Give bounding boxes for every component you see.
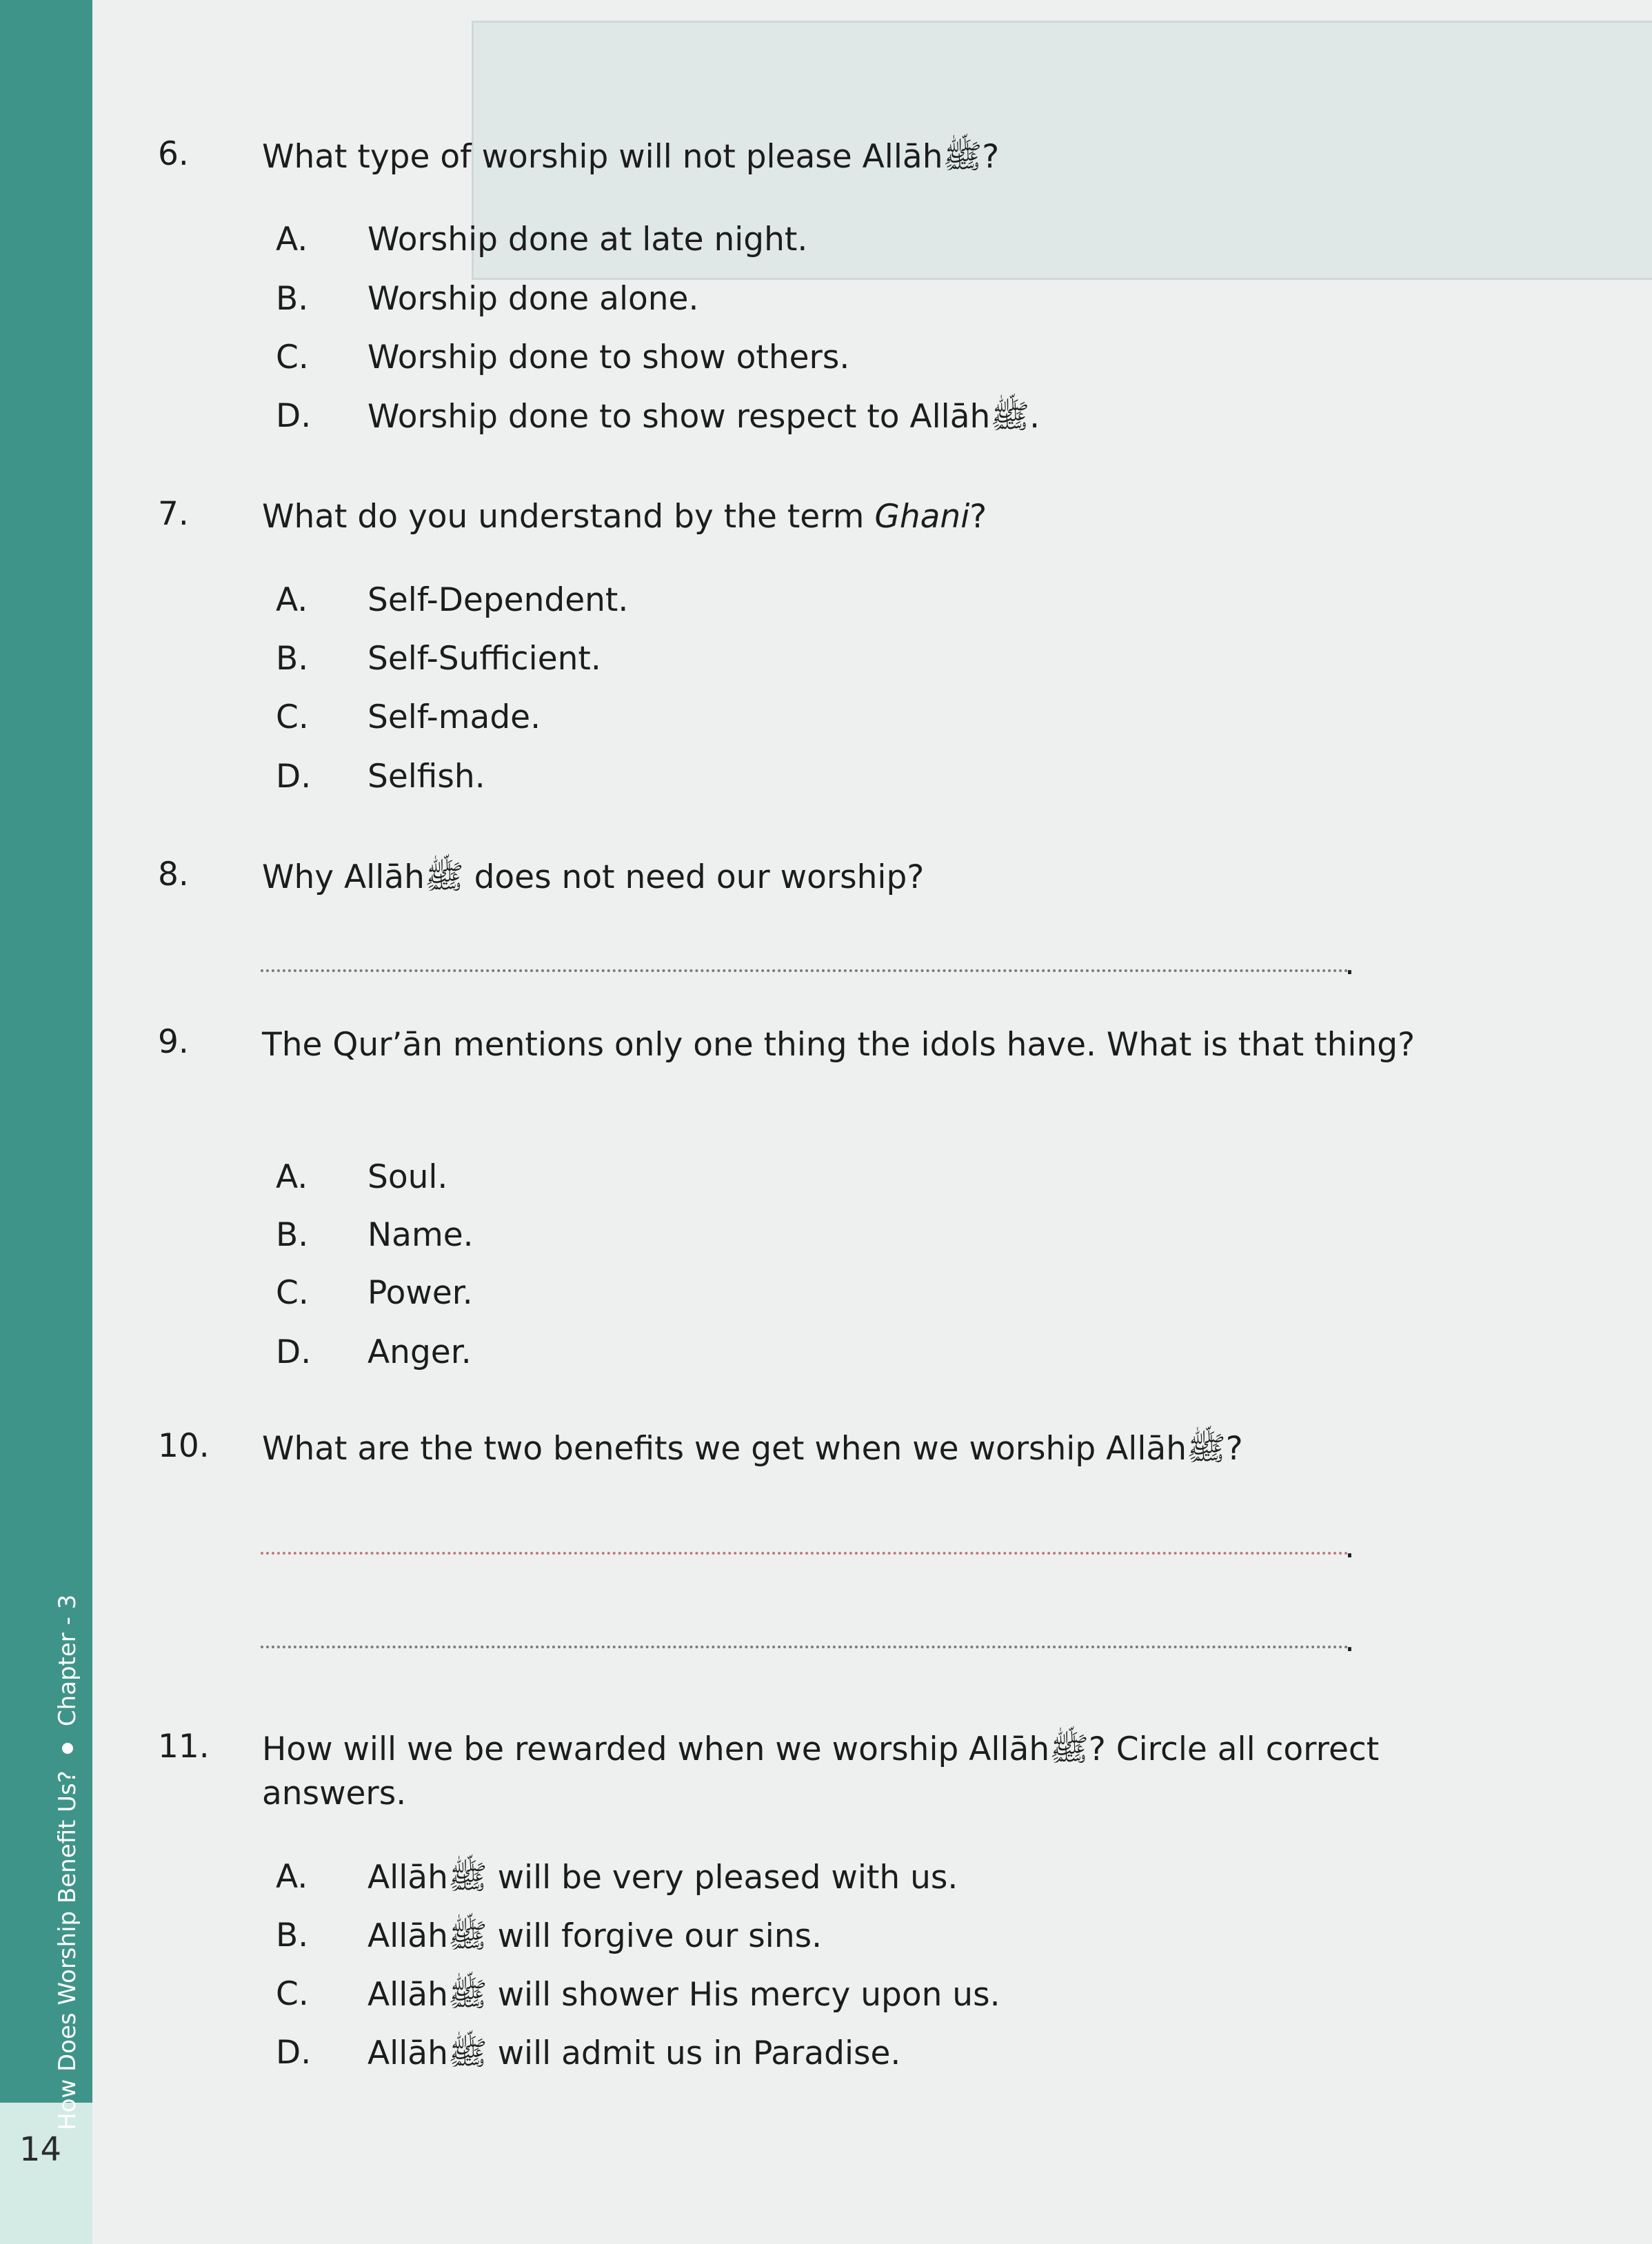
- option-text: Allāhﷺ will shower His mercy upon us.: [367, 1976, 1000, 2014]
- option-letter: B.: [276, 1216, 309, 1254]
- question-text: Why Allāhﷺ does not need our worship?: [262, 858, 925, 896]
- option-text: Worship done alone.: [367, 280, 699, 318]
- option-letter: D.: [276, 397, 312, 435]
- question-text: The Qur’ān mentions only one thing the idols have. What is that thing?: [262, 1026, 1416, 1064]
- question-text: How will we be rewarded when we worship Allāhﷺ? Circle all correct answers.: [262, 1730, 1380, 1812]
- option-letter: C.: [276, 1975, 309, 2013]
- question-text: What are the two benefits we get when we worship Allāhﷺ?: [262, 1430, 1243, 1468]
- option-text: Allāhﷺ will forgive our sins.: [367, 1917, 823, 1955]
- answer-line[interactable]: [261, 1552, 1349, 1555]
- option-letter: C.: [276, 1274, 309, 1312]
- answer-line[interactable]: [261, 1646, 1349, 1648]
- option-text: Name.: [367, 1216, 474, 1254]
- option-letter: C.: [276, 338, 309, 376]
- bullet-dot-icon: [62, 1743, 73, 1754]
- option-text: Selfish.: [367, 758, 485, 796]
- option-letter: B.: [276, 640, 309, 678]
- question-number: 8.: [158, 856, 189, 893]
- question-number: 11.: [158, 1728, 210, 1766]
- question-number: 9.: [158, 1023, 189, 1061]
- page-number: 14: [19, 2130, 62, 2169]
- option-letter: D.: [276, 2034, 312, 2072]
- question-text: What type of worship will not please Allāhﷺ?: [262, 138, 1000, 176]
- option-letter: B.: [276, 1917, 309, 1954]
- option-text: Worship done to show others.: [367, 338, 850, 376]
- answer-period: .: [1344, 1528, 1355, 1566]
- option-text: Self-Sufficient.: [367, 640, 601, 678]
- option-letter: D.: [276, 758, 312, 796]
- option-text: Worship done at late night.: [367, 221, 808, 259]
- option-letter: B.: [276, 280, 309, 318]
- question-number: 10.: [158, 1427, 210, 1465]
- option-text: Self-Dependent.: [367, 581, 629, 619]
- option-letter: D.: [276, 1333, 312, 1371]
- question-text: What do you understand by the term Ghani?: [262, 498, 987, 536]
- question-number: 7.: [158, 495, 189, 533]
- reverse-page-bleed: [92, 0, 1652, 2244]
- option-letter: C.: [276, 698, 309, 736]
- option-letter: A.: [276, 1158, 308, 1196]
- option-letter: A.: [276, 581, 308, 619]
- option-text: Soul.: [367, 1158, 448, 1196]
- option-text: Power.: [367, 1274, 473, 1312]
- question-number: 6.: [158, 135, 189, 173]
- sidebar-chapter: Chapter - 3: [54, 1594, 81, 1727]
- option-text: Self-made.: [367, 698, 541, 736]
- answer-period: .: [1344, 944, 1355, 982]
- option-text: Allāhﷺ will be very pleased with us.: [367, 1859, 958, 1897]
- option-letter: A.: [276, 221, 308, 259]
- option-text: Anger.: [367, 1333, 472, 1371]
- sidebar-label: [54, 1595, 81, 2130]
- answer-line[interactable]: [261, 969, 1349, 972]
- option-text: Worship done to show respect to Allāhﷺ.: [367, 398, 1040, 436]
- option-text: Allāhﷺ will admit us in Paradise.: [367, 2034, 901, 2072]
- option-letter: A.: [276, 1858, 308, 1896]
- sidebar-title: How Does Worship Benefit Us?: [54, 1770, 81, 2130]
- answer-period: .: [1344, 1621, 1355, 1659]
